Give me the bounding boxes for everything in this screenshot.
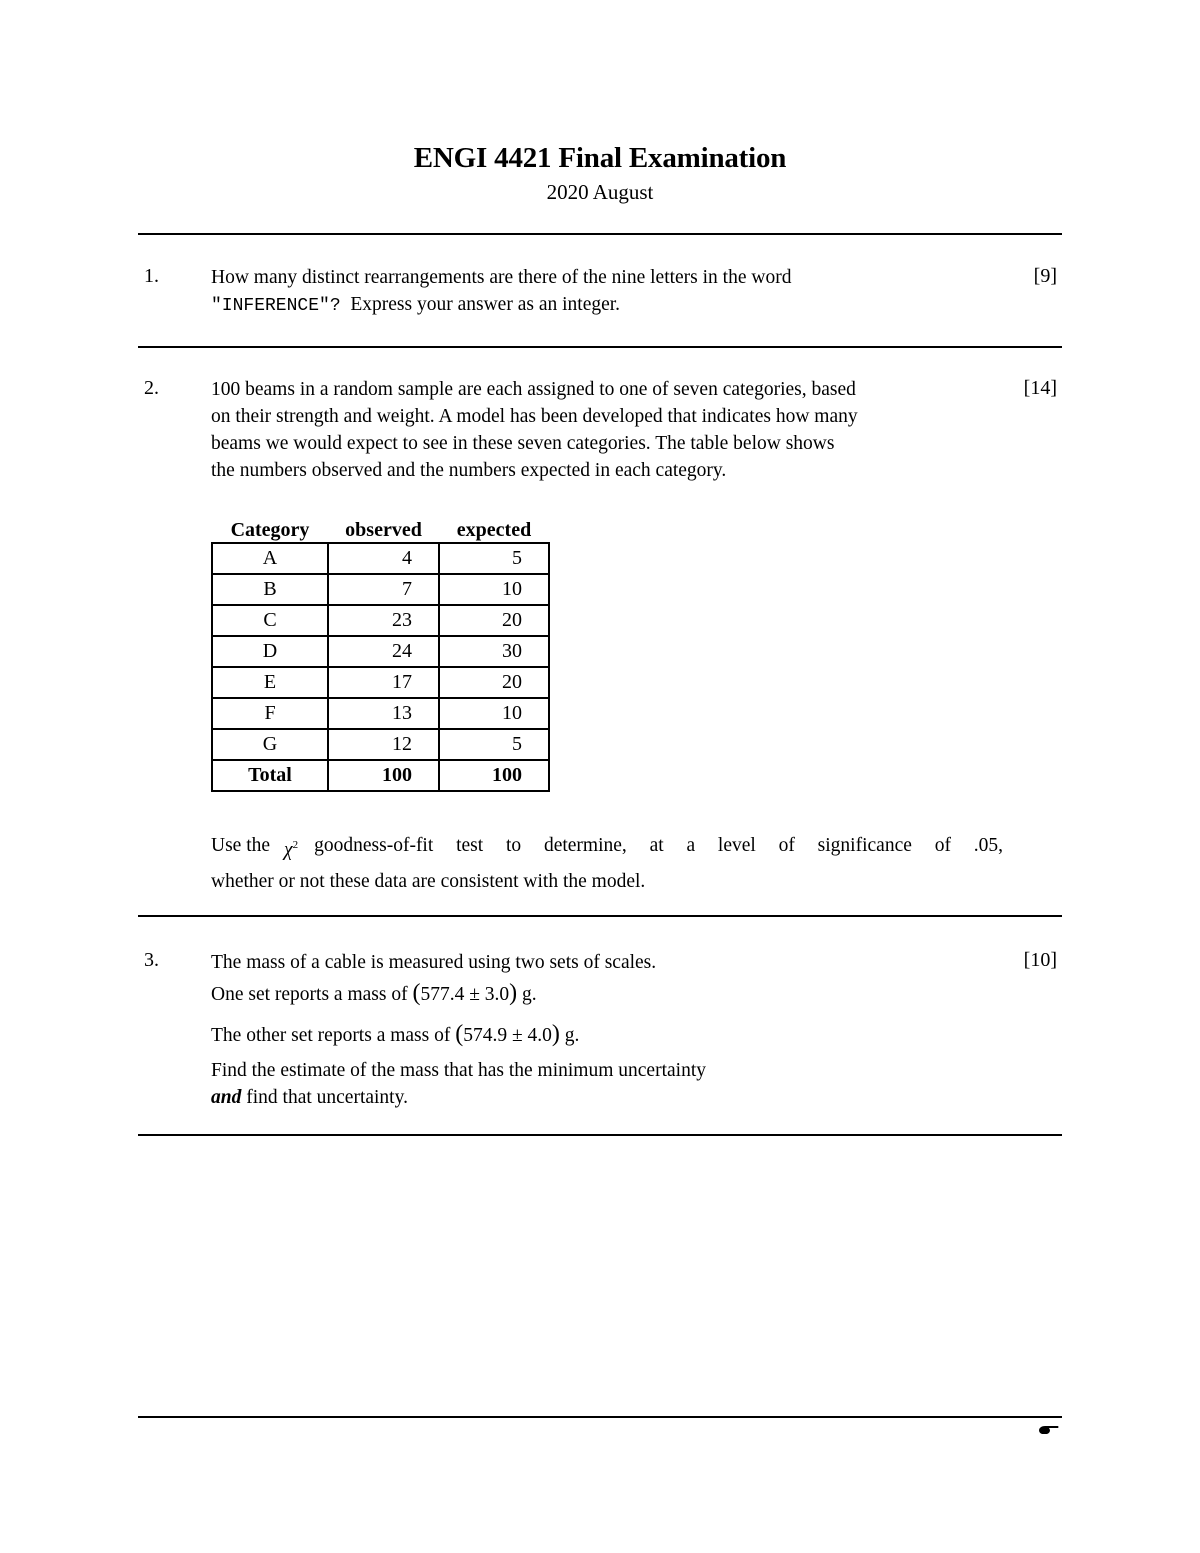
question-2-marks: [14] [1023, 377, 1057, 399]
divider [138, 233, 1062, 235]
expected-cell: 10 [439, 574, 549, 605]
observed-total: 100 [328, 760, 439, 791]
observed-expected-table [211, 512, 550, 792]
header-expected: expected [456, 519, 532, 541]
mass-measurement-2: 574.9 ± 4.0 [463, 1025, 552, 1046]
table-row [212, 698, 549, 729]
question-1-instruction: Express your answer as an integer. [350, 294, 621, 315]
observed-cell: 24 [328, 636, 439, 667]
question-3-line-1: The mass of a cable is measured using two sets of scales. [211, 952, 657, 973]
table-row [212, 605, 549, 636]
table-row [212, 636, 549, 667]
table-row [212, 729, 549, 760]
observed-cell: 17 [328, 667, 439, 698]
table-row [212, 543, 549, 574]
table-row [212, 574, 549, 605]
question-3-text: The mass of a cable is measured using two sets of scales. One set reports a mass of (577.4 ± 3.0) g. The other set reports a mass of (574.9 ± 4.0) g. Find the estimate of the mass that has the minimum uncertainty and find that uncertainty. [211, 948, 931, 1111]
observed-cell: 4 [328, 543, 439, 574]
expected-cell: 10 [439, 698, 549, 729]
expected-cell: 30 [439, 636, 549, 667]
total-label: Total [212, 760, 328, 791]
question-1-line-1: How many distinct rearrangements are there of the nine letters in the word [211, 267, 792, 288]
question-2-line-2: on their strength and weight. A model has been developed that indicates how many [211, 406, 858, 427]
exam-title: ENGI 4421 Final Examination [413, 142, 787, 174]
mass-measurement-1: 577.4 ± 3.0 [420, 984, 510, 1005]
observed-cell: 12 [328, 729, 439, 760]
pointing-hand-icon [1038, 1424, 1060, 1436]
question-1-word: "INFERENCE"? [211, 296, 341, 316]
expected-cell: 20 [439, 667, 549, 698]
observed-cell: 7 [328, 574, 439, 605]
header-observed: observed [345, 519, 422, 541]
question-3-line-3: The other set reports a mass of [211, 1025, 451, 1046]
observed-cell: 23 [328, 605, 439, 636]
category-cell: G [212, 729, 328, 760]
observed-cell: 13 [328, 698, 439, 729]
footer-divider [138, 1416, 1062, 1418]
question-3-emphasis: and [211, 1087, 242, 1108]
question-1-number: 1. [144, 265, 159, 287]
category-cell: E [212, 667, 328, 698]
chi-square-instruction [211, 830, 1003, 897]
header-category: Category [230, 519, 310, 541]
use-the: Use the [211, 835, 271, 856]
category-cell: B [212, 574, 328, 605]
unit-1: g. [522, 984, 537, 1005]
question-3-line-4: Find the estimate of the mass that has the minimum uncertainty [211, 1060, 706, 1081]
question-1-text [211, 264, 931, 320]
chi-exponent: 2 [292, 839, 299, 851]
category-cell: D [212, 636, 328, 667]
exam-date: 2020 August [546, 180, 654, 204]
question-2-text [211, 376, 1011, 484]
chi-test-line-2: whether or not these data are consistent with the model. [211, 870, 646, 892]
question-1-marks: [9] [1033, 265, 1057, 287]
expected-cell: 5 [439, 543, 549, 574]
category-cell: A [212, 543, 328, 574]
table-total-row [212, 760, 549, 791]
table-row [212, 667, 549, 698]
chi-test-description: goodness-of-fit test to determine, at a level of significance of .05, [314, 835, 1003, 856]
divider [138, 1134, 1062, 1136]
category-cell: C [212, 605, 328, 636]
category-cell: F [212, 698, 328, 729]
question-2-line-1: 100 beams in a random sample are each assigned to one of seven categories, based [211, 379, 856, 400]
question-3-number: 3. [144, 949, 159, 971]
question-2-line-4: the numbers observed and the numbers expected in each category. [211, 460, 727, 481]
divider [138, 346, 1062, 348]
question-2-line-3: beams we would expect to see in these seven categories. The table below shows [211, 433, 835, 454]
question-3-marks: [10] [1023, 949, 1057, 971]
question-3-line-2: One set reports a mass of [211, 984, 408, 1005]
expected-cell: 5 [439, 729, 549, 760]
expected-total: 100 [439, 760, 549, 791]
question-2-number: 2. [144, 377, 159, 399]
chi-symbol: χ [284, 839, 293, 861]
divider [138, 915, 1062, 917]
expected-cell: 20 [439, 605, 549, 636]
question-3-line-5: find that uncertainty. [246, 1087, 408, 1108]
unit-2: g. [564, 1025, 580, 1046]
